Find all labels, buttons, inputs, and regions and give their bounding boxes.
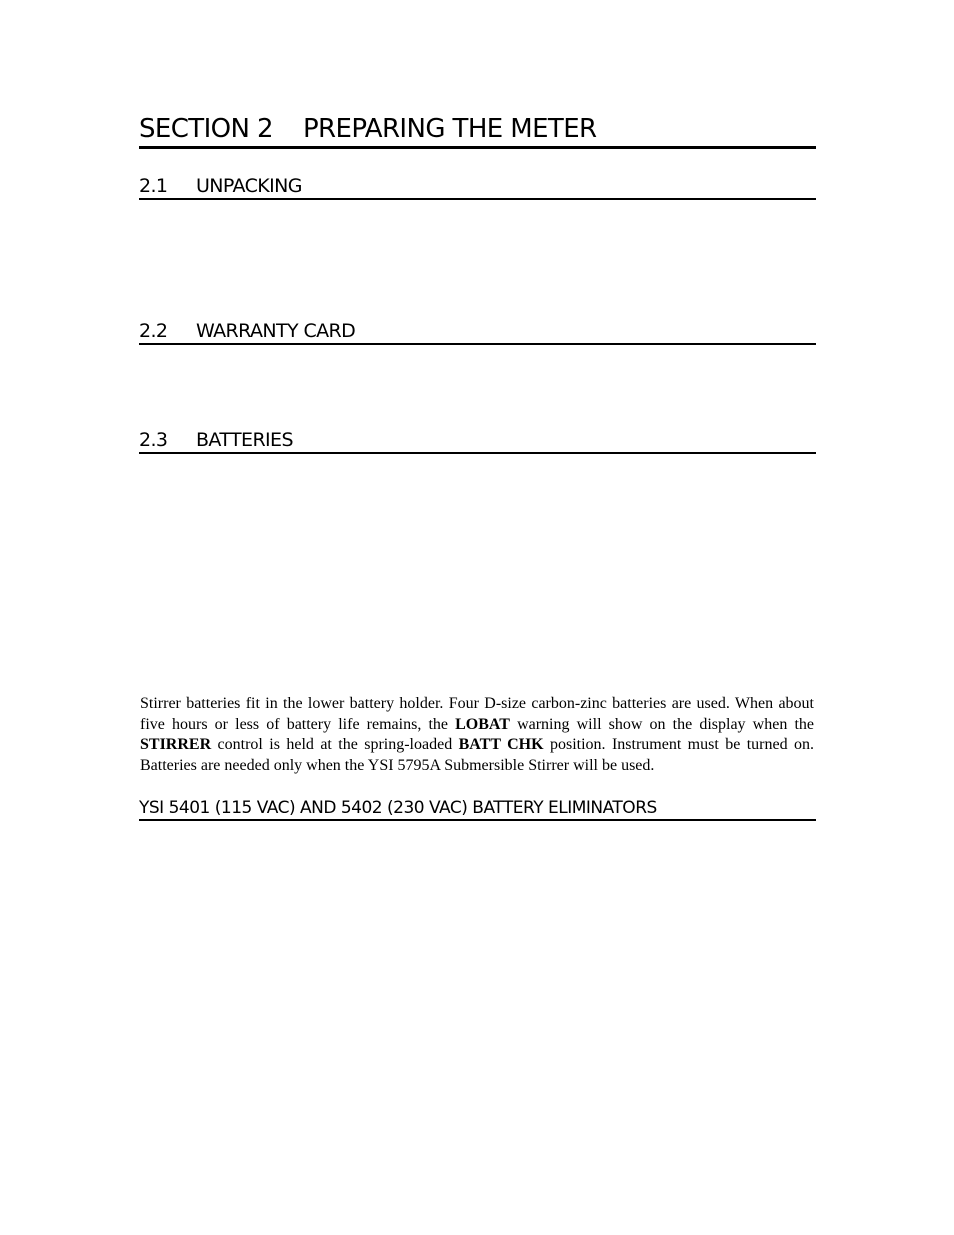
- stirrer-batteries-paragraph: [140, 694, 814, 776]
- lobat-term: LOBAT: [455, 715, 510, 733]
- subsection-number: 2.3: [139, 429, 168, 451]
- paragraph-text: control is held at the spring-loaded: [211, 736, 459, 753]
- section-heading: [139, 112, 816, 149]
- subsection-number: 2.1: [139, 175, 168, 197]
- subsection-title: BATTERIES: [196, 429, 293, 451]
- subsection-number: 2.2: [139, 320, 168, 342]
- section-number: SECTION 2: [139, 114, 273, 144]
- subsection-heading-unpacking: [139, 174, 816, 200]
- subsection-title: UNPACKING: [196, 175, 302, 197]
- stirrer-term: STIRRER: [140, 736, 212, 753]
- subsection-heading-warranty-card: [139, 319, 816, 345]
- battery-eliminators-heading: YSI 5401 (115 VAC) AND 5402 (230 VAC) BATTERY ELIMINATORS: [139, 797, 816, 821]
- subsection-heading-batteries: [139, 428, 816, 454]
- paragraph-text: position. Instrument must be turned on. Batteries are needed only when the YSI 5795A Submersible Stirrer will be used.: [140, 736, 814, 774]
- subsection-title: WARRANTY CARD: [196, 320, 356, 342]
- paragraph-text: Stirrer batteries fit in the lower battery holder. Four D-size carbon-zinc batteries are used. When about five hours or less of battery life remains, the: [140, 695, 814, 733]
- paragraph-text: warning will show on the display when the: [509, 715, 814, 733]
- section-title: PREPARING THE METER: [302, 114, 597, 144]
- batt-chk-term: BATT CHK: [458, 736, 544, 753]
